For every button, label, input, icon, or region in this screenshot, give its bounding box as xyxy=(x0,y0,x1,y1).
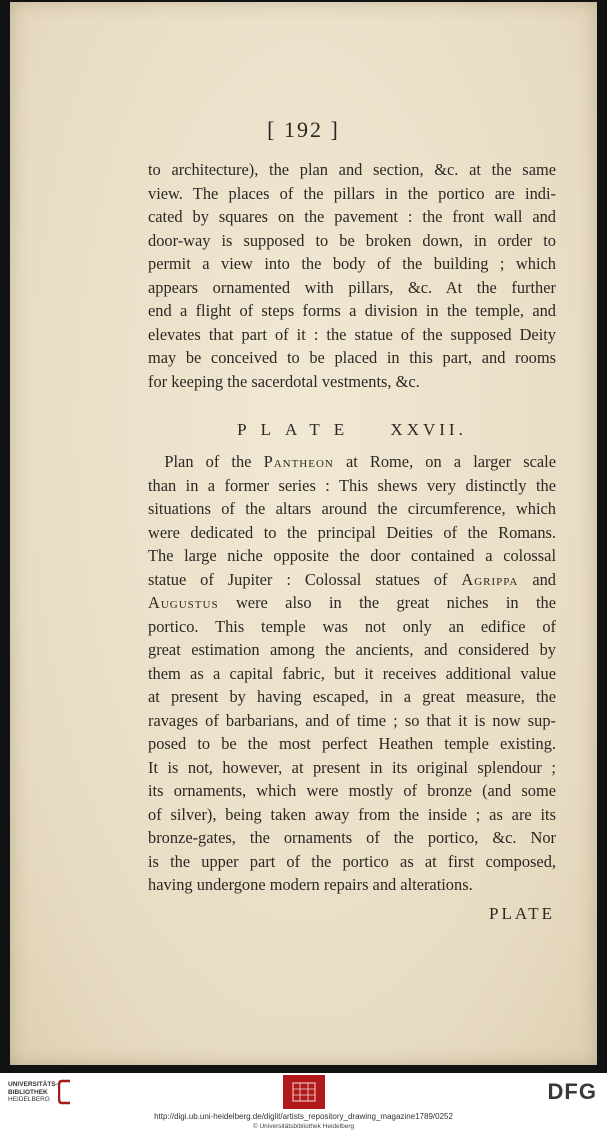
small-caps-name: Agrippa xyxy=(461,569,519,589)
text-line: elevates that part of it : the statue of the supposed Deity xyxy=(148,324,556,344)
catchword: PLATE xyxy=(489,904,555,923)
plate-heading-word: PLATE xyxy=(237,420,359,439)
text-line: view. The places of the pillars in the portico are indi- xyxy=(148,183,556,203)
text-line: bronze-gates, the ornaments of the portico, &c. Nor xyxy=(148,828,556,847)
plate-heading-numeral: XXVII. xyxy=(390,420,467,439)
text-line: end a flight of steps forms a division in the temple, and xyxy=(148,301,556,320)
text-line xyxy=(148,591,556,615)
text-line xyxy=(148,450,556,474)
text-line: them as a capital fabric, but it receives additional value xyxy=(148,663,556,683)
page-number: [ 192 ] xyxy=(267,117,340,142)
text-line: great estimation among the ancients, and considered by xyxy=(148,640,556,659)
text-line: posed to be the most perfect Heathen temple existing. xyxy=(148,734,556,753)
text-line: at present by having escaped, in a great measure, the xyxy=(148,687,556,706)
paragraph-pantheon xyxy=(148,450,556,897)
text-line: for keeping the sacerdotal vestments, &c. xyxy=(148,371,420,391)
small-caps-name: Augustus xyxy=(148,593,219,612)
grid-emblem-icon xyxy=(283,1075,325,1109)
text-line: situations of the altars around the circumference, which xyxy=(148,499,556,518)
small-caps-name: Pantheon xyxy=(263,452,334,471)
text-line: than in a former series : This shews very distinctly the xyxy=(148,475,556,495)
dfg-logo[interactable]: DFG xyxy=(547,1079,597,1104)
text-line: having undergone modern repairs and alterations. xyxy=(148,875,473,894)
text-line: door-way is supposed to be broken down, in order to xyxy=(148,230,556,250)
text-line: permit a view into the body of the building ; which xyxy=(148,254,556,273)
text-run: statue of Jupiter : Colossal statues of xyxy=(148,569,448,589)
text-run: Plan of the xyxy=(164,452,252,471)
text-line: were dedicated to the principal Deities of the Romans. xyxy=(148,522,556,542)
text-line: appears ornamented with pillars, &c. At the further xyxy=(148,277,556,297)
library-name-line: BIBLIOTHEK xyxy=(8,1088,48,1096)
text-run: at Rome, on a larger scale xyxy=(345,452,556,471)
library-emblem-icon xyxy=(58,1079,72,1105)
text-line xyxy=(148,568,556,592)
copyright-notice: © Universitätsbibliothek Heidelberg xyxy=(252,1123,355,1130)
text-line: portico. This temple was not only an edifice of xyxy=(148,616,556,636)
viewer-footer xyxy=(0,1073,607,1129)
text-line: of silver), being taken away from the inside ; as are its xyxy=(148,804,556,824)
permalink-url[interactable]: http://digi.ub.uni-heidelberg.de/diglit/artists_repository_drawing_magazine1789/0252 xyxy=(154,1112,453,1121)
library-logo[interactable] xyxy=(8,1081,58,1104)
text-run: were also in the great niches in the xyxy=(235,593,556,612)
library-name-line: UNIVERSITÄTS- xyxy=(8,1081,58,1088)
text-line: is the upper part of the portico as at first composed, xyxy=(148,851,556,871)
text-line: The large niche opposite the door contained a colossal xyxy=(148,546,556,565)
library-name-line: HEIDELBERG xyxy=(8,1096,50,1103)
plate-heading xyxy=(148,420,556,440)
text-line: cated by squares on the pavement : the front wall and xyxy=(148,207,556,226)
text-line: It is not, however, at present in its original splendour ; xyxy=(148,757,556,777)
digital-collection-logo[interactable] xyxy=(283,1075,325,1109)
paragraph-architecture xyxy=(148,158,556,393)
text-line: ravages of barbarians, and of time ; so that it is now sup- xyxy=(148,710,556,730)
text-line: to architecture), the plan and section, &c. at the same xyxy=(148,160,556,179)
text-line: its ornaments, which were mostly of bronze (and some xyxy=(148,781,556,800)
text-line: may be conceived to be placed in this part, and rooms xyxy=(148,348,556,367)
text-run: and xyxy=(532,569,556,589)
